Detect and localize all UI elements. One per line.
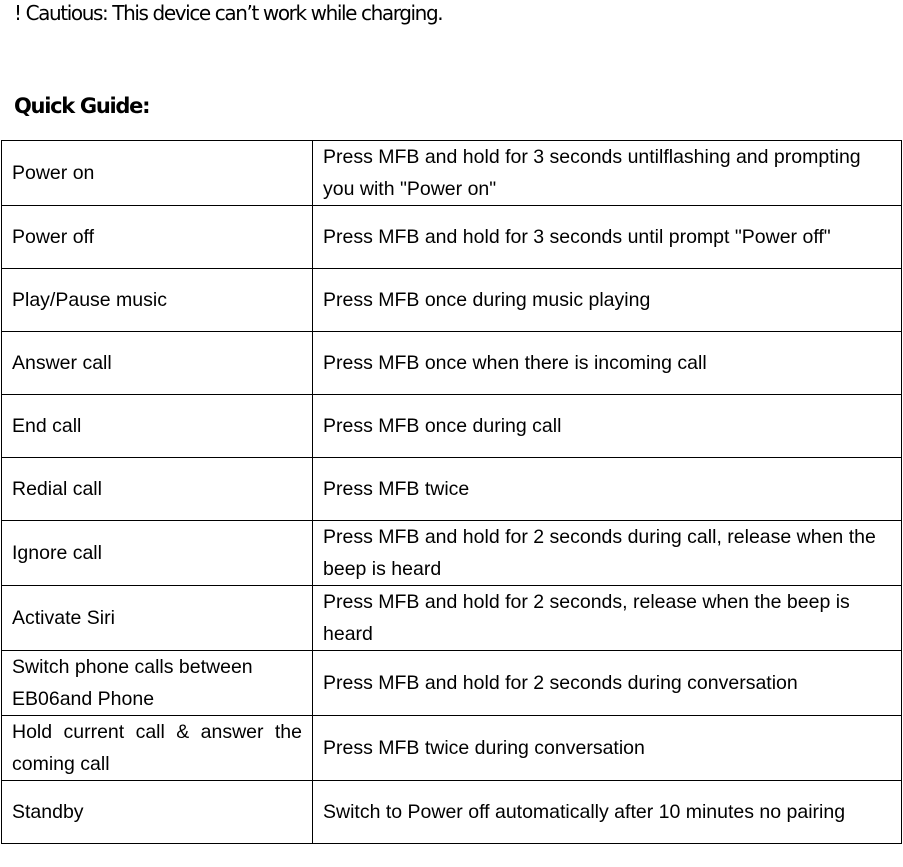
function-cell: Ignore call — [2, 521, 313, 586]
table-row — [2, 458, 902, 521]
function-cell: Answer call — [2, 332, 313, 395]
action-cell: Press MFB once when there is incoming call — [313, 332, 902, 395]
table-row — [2, 395, 902, 458]
action-cell: Press MFB and hold for 3 seconds until prompt "Power off" — [313, 206, 902, 269]
quick-guide-table — [1, 140, 902, 844]
table-row — [2, 521, 902, 586]
table-row — [2, 269, 902, 332]
action-cell: Press MFB and hold for 2 seconds during conversation — [313, 651, 902, 716]
table-row — [2, 141, 902, 206]
function-cell: Activate Siri — [2, 586, 313, 651]
action-cell: Press MFB once during call — [313, 395, 902, 458]
function-cell: Switch phone calls between EB06and Phone — [2, 651, 313, 716]
table-row — [2, 206, 902, 269]
table-row — [2, 781, 902, 844]
function-cell: End call — [2, 395, 313, 458]
action-cell: Switch to Power off automatically after 10 minutes no pairing — [313, 781, 902, 844]
function-cell: Redial call — [2, 458, 313, 521]
quick-guide-heading: Quick Guide: — [14, 94, 150, 118]
function-cell: Standby — [2, 781, 313, 844]
action-cell: Press MFB once during music playing — [313, 269, 902, 332]
function-cell: Power off — [2, 206, 313, 269]
action-cell: Press MFB and hold for 2 seconds, release when the beep is heard — [313, 586, 902, 651]
table-row — [2, 651, 902, 716]
function-cell: Hold current call & answer the coming call — [2, 716, 313, 781]
action-cell: Press MFB and hold for 3 seconds untilflashing and prompting you with "Power on" — [313, 141, 902, 206]
function-cell: Play/Pause music — [2, 269, 313, 332]
table-row — [2, 716, 902, 781]
table-row — [2, 586, 902, 651]
caution-note: ! Cautious: This device can’t work while charging. — [14, 1, 443, 25]
action-cell: Press MFB and hold for 2 seconds during call, release when the beep is heard — [313, 521, 902, 586]
action-cell: Press MFB twice during conversation — [313, 716, 902, 781]
table-row — [2, 332, 902, 395]
action-cell: Press MFB twice — [313, 458, 902, 521]
function-cell: Power on — [2, 141, 313, 206]
